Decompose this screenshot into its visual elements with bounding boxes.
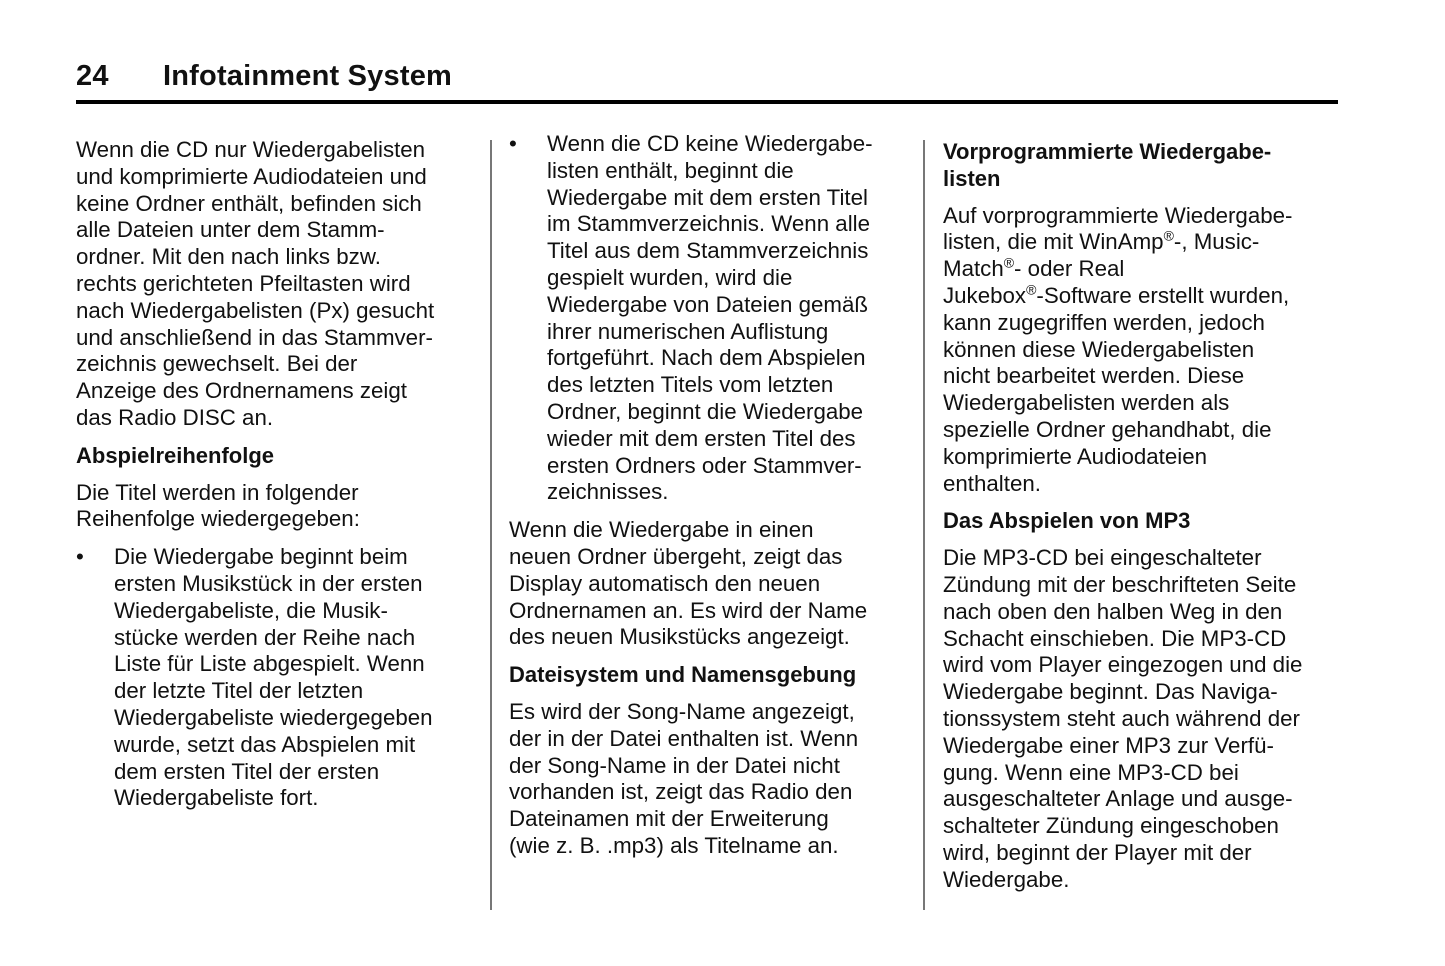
text-line: tionssystem steht auch während der bbox=[943, 705, 1300, 731]
text-line: Wenn die CD nur Wiedergabelisten bbox=[76, 137, 426, 162]
text-line: stücke werden der Reihe nach bbox=[114, 624, 416, 650]
subheading-line: Vorprogrammierte Wiedergabe- bbox=[943, 139, 1272, 164]
text-fragment: Match bbox=[943, 256, 1004, 282]
text-line: spezielle Ordner gehandhabt, die bbox=[943, 416, 1272, 442]
text-line: Wiedergabe beginnt. Das Naviga- bbox=[943, 679, 1278, 705]
text-line: gespielt wurden, wird die bbox=[547, 264, 793, 290]
text-line: Ordnernamen an. Es wird der Name bbox=[509, 597, 868, 623]
text-line bbox=[943, 229, 1343, 256]
text-line: komprimierte Audiodateien bbox=[943, 443, 1207, 469]
text-line: enthalten. bbox=[943, 470, 1041, 496]
column-2 bbox=[509, 131, 909, 871]
column-divider bbox=[490, 140, 492, 910]
paragraph bbox=[76, 480, 476, 534]
text-line: ersten Musikstück in der ersten bbox=[114, 570, 423, 596]
text-line: schalteter Zündung eingeschoben bbox=[943, 813, 1279, 839]
bullet-item bbox=[76, 544, 476, 812]
text-line: Wiedergabeliste fort. bbox=[114, 785, 319, 811]
text-fragment: listen, die mit WinAmp bbox=[943, 229, 1164, 255]
text-lines bbox=[943, 310, 1343, 498]
text-line: können diese Wiedergabelisten bbox=[943, 336, 1255, 362]
text-line: vorhanden ist, zeigt das Radio den bbox=[509, 779, 853, 805]
text-line: Titel aus dem Stammverzeichnis bbox=[547, 238, 869, 264]
text-line: wurde, setzt das Abspielen mit bbox=[114, 731, 416, 757]
text-fragment: -Software erstellt wurden, bbox=[1036, 282, 1290, 308]
text-line: ihrer numerischen Auflistung bbox=[547, 318, 829, 344]
text-line: der in der Datei enthalten ist. Wenn bbox=[509, 725, 859, 751]
text-line: zeichnisses. bbox=[547, 479, 669, 505]
bullet-icon: • bbox=[76, 544, 84, 570]
text-line: nach oben den halben Weg in den bbox=[943, 598, 1283, 624]
text-line: nach Wiedergabelisten (Px) gesucht bbox=[76, 297, 435, 323]
text-line: Wiedergabelisten werden als bbox=[943, 390, 1230, 416]
text-line: Es wird der Song-Name angezeigt, bbox=[509, 698, 855, 724]
bullet-icon: • bbox=[509, 131, 517, 156]
paragraph bbox=[509, 517, 909, 651]
text-line: dem ersten Titel der ersten bbox=[114, 758, 380, 784]
text-line: Anzeige des Ordnernamens zeigt bbox=[76, 378, 407, 404]
subheading: Das Abspielen von MP3 bbox=[943, 508, 1191, 534]
text-line: wird, beginnt der Player mit der bbox=[943, 839, 1252, 865]
text-line: gung. Wenn eine MP3-CD bei bbox=[943, 759, 1239, 785]
text-fragment: Jukebox bbox=[943, 282, 1027, 308]
paragraph bbox=[509, 699, 909, 860]
paragraph bbox=[943, 545, 1343, 893]
paragraph bbox=[76, 137, 476, 432]
page-number: 24 bbox=[76, 60, 109, 92]
text-fragment: -, Music- bbox=[1173, 229, 1260, 255]
text-line: wieder mit dem ersten Titel des bbox=[547, 425, 856, 451]
text-line: des neuen Musikstücks angezeigt. bbox=[509, 624, 850, 650]
text-line: keine Ordner enthält, befinden sich bbox=[76, 190, 422, 216]
text-line: zeichnis gewechselt. Bei der bbox=[76, 351, 358, 377]
text-line: das Radio DISC an. bbox=[76, 404, 274, 430]
text-line: Wenn die CD keine Wiedergabe- bbox=[547, 131, 873, 156]
text-line: Liste für Liste abgespielt. Wenn bbox=[114, 651, 425, 677]
text-line: rechts gerichteten Pfeiltasten wird bbox=[76, 270, 411, 296]
text-line: neuen Ordner übergeht, zeigt das bbox=[509, 543, 843, 569]
column-3 bbox=[943, 139, 1343, 905]
page-header bbox=[76, 58, 1338, 104]
registered-mark: ® bbox=[1026, 281, 1037, 298]
bullet-item bbox=[509, 131, 909, 506]
subheading-line: listen bbox=[943, 165, 1001, 191]
text-line: Ordner, beginnt die Wiedergabe bbox=[547, 398, 864, 424]
text-line: kann zugegriffen werden, jedoch bbox=[943, 309, 1265, 335]
text-line: der letzte Titel der letzten bbox=[114, 678, 364, 704]
text-line: und anschließend in das Stammver- bbox=[76, 324, 433, 350]
registered-mark: ® bbox=[1003, 254, 1015, 271]
text-line: Die Titel werden in folgender bbox=[76, 479, 359, 505]
text-line: Wiedergabe einer MP3 zur Verfü- bbox=[943, 732, 1274, 758]
text-line: Die Wiedergabe beginnt beim bbox=[114, 544, 408, 570]
paragraph bbox=[943, 203, 1343, 498]
text-line: wird vom Player eingezogen und die bbox=[943, 652, 1303, 678]
text-line: Wiedergabe von Dateien gemäß bbox=[547, 291, 869, 317]
text-line: (wie z. B. .mp3) als Titelname an. bbox=[509, 832, 839, 858]
text-line: der Song-Name in der Datei nicht bbox=[509, 752, 840, 778]
text-line: alle Dateien unter dem Stamm- bbox=[76, 217, 385, 243]
text-line bbox=[943, 283, 1343, 310]
text-line: ausgeschalteter Anlage und ausge- bbox=[943, 786, 1293, 812]
text-line: und komprimierte Audiodateien und bbox=[76, 163, 427, 189]
bullet-text bbox=[114, 544, 476, 812]
subheading: Abspielreihenfolge bbox=[76, 442, 275, 468]
text-line: Zündung mit der beschrifteten Seite bbox=[943, 571, 1297, 597]
text-line: im Stammverzeichnis. Wenn alle bbox=[547, 211, 870, 237]
bullet-text bbox=[547, 131, 909, 506]
text-line: ersten Ordners oder Stammver- bbox=[547, 452, 862, 478]
text-line: nicht bearbeitet werden. Diese bbox=[943, 363, 1245, 389]
text-line: Auf vorprogrammierte Wiedergabe- bbox=[943, 202, 1293, 228]
text-line: Display automatisch den neuen bbox=[509, 570, 821, 596]
text-line: Die MP3-CD bei eingeschalteter bbox=[943, 545, 1262, 571]
subheading bbox=[943, 139, 1343, 193]
text-line: Wiedergabe. bbox=[943, 866, 1070, 892]
text-line: Reihenfolge wiedergegeben: bbox=[76, 506, 360, 532]
text-line: listen enthält, beginnt die bbox=[547, 157, 794, 183]
text-line: Wiedergabeliste, die Musik- bbox=[114, 597, 388, 623]
text-line: ordner. Mit den nach links bzw. bbox=[76, 244, 381, 270]
text-line: Wenn die Wiedergabe in einen bbox=[509, 517, 814, 543]
section-title: Infotainment System bbox=[163, 60, 453, 92]
text-line: Wiedergabe mit dem ersten Titel bbox=[547, 184, 868, 210]
text-line bbox=[943, 256, 1343, 283]
text-line: fortgeführt. Nach dem Abspielen bbox=[547, 345, 866, 371]
registered-mark: ® bbox=[1163, 227, 1174, 244]
text-line: Wiedergabeliste wiedergegeben bbox=[114, 704, 433, 730]
column-divider bbox=[923, 140, 925, 910]
text-line: des letzten Titels vom letzten bbox=[547, 372, 834, 398]
column-1 bbox=[76, 137, 476, 823]
subheading: Dateisystem und Namensgebung bbox=[509, 662, 857, 688]
text-line: Schacht einschieben. Die MP3-CD bbox=[943, 625, 1287, 651]
text-fragment: - oder Real bbox=[1014, 256, 1125, 282]
text-line: Dateinamen mit der Erweiterung bbox=[509, 806, 829, 832]
